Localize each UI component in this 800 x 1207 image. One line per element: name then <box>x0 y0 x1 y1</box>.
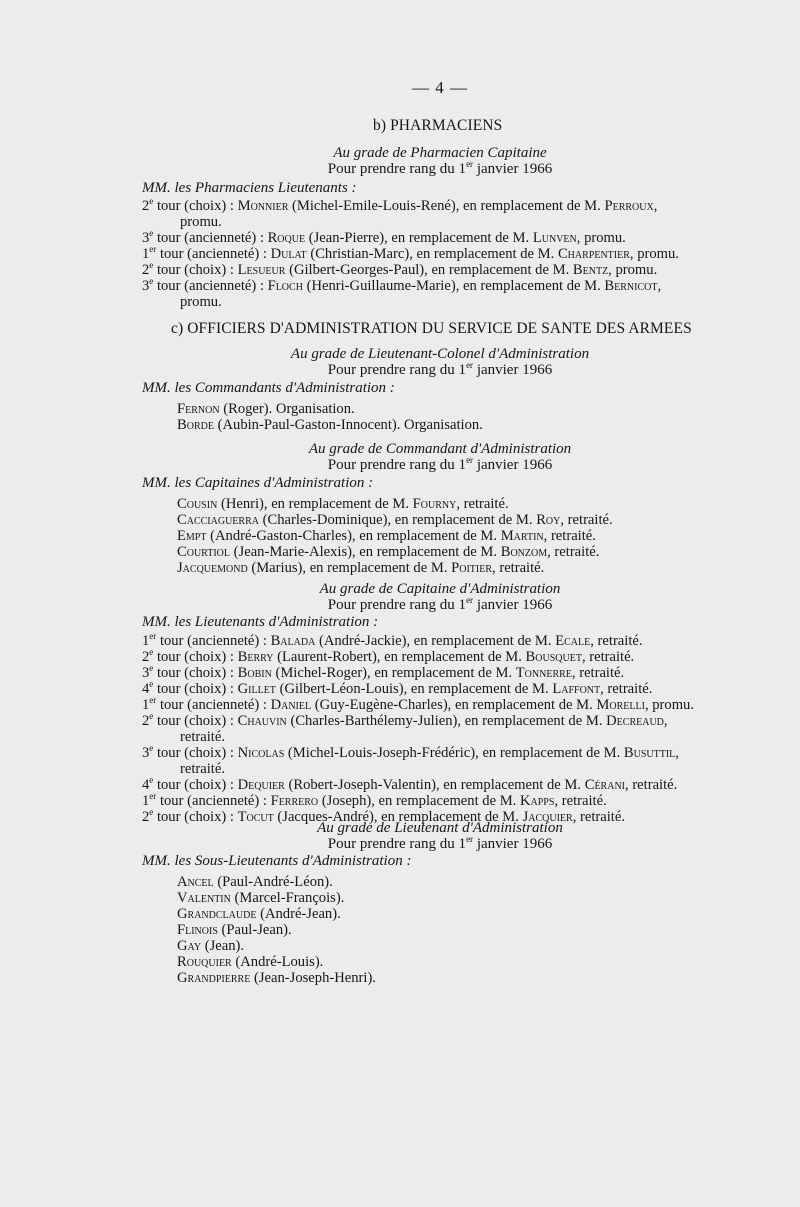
officer-details: (Charles-Barthélemy-Julien), en remplacement de M. <box>290 713 603 729</box>
replaced-name: Bentz <box>572 262 609 278</box>
officer-details: (Jean-Marie-Alexis), en remplacement de M. <box>233 544 498 560</box>
replaced-name: Poitier <box>451 560 493 576</box>
replaced-name: Fourny <box>412 496 457 512</box>
list-item <box>177 922 737 938</box>
replaced-name: Charpentier <box>557 246 630 262</box>
officer-details: (Joseph), en remplacement de M. <box>321 793 517 809</box>
replaced-name: Bousquet <box>525 649 582 665</box>
officer-name: Ferrero <box>270 793 319 809</box>
officer-name: Valentin <box>177 890 231 906</box>
officer-name: Dulat <box>270 246 307 262</box>
officer-details: (Charles-Dominique), en remplacement de M. <box>262 512 533 528</box>
officer-name: Tocut <box>237 809 274 825</box>
officer-details: (Aubin-Paul-Gaston-Innocent). Organisation. <box>217 417 483 433</box>
officer-name: Cousin <box>177 496 218 512</box>
officer-name: Floch <box>267 278 303 294</box>
officer-name: Roque <box>267 230 306 246</box>
rank-date: Pour prendre rang du 1er janvier 1966 <box>327 834 553 852</box>
officer-details: (André-Louis). <box>235 954 324 970</box>
tour-label: 2e tour (choix) : <box>142 647 234 665</box>
tour-label: 3e tour (ancienneté) : <box>142 228 264 246</box>
officer-name: Monnier <box>237 198 289 214</box>
officer-details: (Gilbert-Georges-Paul), en remplacement de M. <box>289 262 570 278</box>
entry-continuation: retraité. <box>180 729 225 745</box>
officer-details: (Jean). <box>204 938 245 954</box>
list-item <box>142 649 742 665</box>
replaced-name: Jacquier <box>522 809 573 825</box>
tour-label: 4e tour (choix) : <box>142 679 234 697</box>
grade-title: Au grade de Lieutenant d'Administration <box>317 820 563 836</box>
replaced-name: Roy <box>536 512 561 528</box>
rank-date: Pour prendre rang du 1er janvier 1966 <box>327 360 553 378</box>
officer-name: Berry <box>237 649 274 665</box>
mm-line-capitaines: MM. les Capitaines d'Administration : <box>142 475 374 491</box>
list-item <box>177 890 737 906</box>
grade-title: Au grade de Pharmacien Capitaine <box>333 145 547 161</box>
replaced-name: Bernicot <box>604 278 658 294</box>
entry-continuation: promu. <box>180 214 222 230</box>
list-item <box>142 665 742 681</box>
grade-title: Au grade de Commandant d'Administration <box>308 441 572 457</box>
section-heading-officiers: c) OFFICIERS D'ADMINISTRATION DU SERVICE DE SANTE DES ARMEES <box>171 320 692 337</box>
page-number: — 4 — <box>412 78 468 97</box>
officer-name: Courtiol <box>177 544 231 560</box>
entry-end: , promu. <box>629 246 679 262</box>
officer-name: Cacciaguerra <box>177 512 259 528</box>
officer-details: (Henri), en remplacement de M. <box>220 496 409 512</box>
mm-line-commandants: MM. les Commandants d'Administration : <box>142 380 395 396</box>
officer-name: Fernon <box>177 401 220 417</box>
list-item <box>177 954 737 970</box>
officer-name: Empt <box>177 528 207 544</box>
replaced-name: Cérani <box>584 777 626 793</box>
lt-colonel-list <box>177 401 737 433</box>
list-item <box>177 417 737 433</box>
tour-label: 3e tour (choix) : <box>142 743 234 761</box>
list-item <box>177 496 737 512</box>
mm-line-sous-lieutenants: MM. les Sous-Lieutenants d'Administration : <box>142 853 412 869</box>
grade-block-capitaine <box>0 581 800 613</box>
officer-name: Grandclaude <box>177 906 257 922</box>
replaced-name: Martin <box>500 528 544 544</box>
list-item <box>142 246 742 262</box>
officer-details: (Jacques-André), en remplacement de M. <box>277 809 519 825</box>
tour-label: 4e tour (choix) : <box>142 775 234 793</box>
list-item <box>142 793 742 809</box>
officer-name: Ancel <box>177 874 214 890</box>
tour-label: 2e tour (choix) : <box>142 807 234 825</box>
tour-label: 2e tour (choix) : <box>142 711 234 729</box>
grade-block-lt-colonel <box>0 346 800 378</box>
list-item <box>177 512 737 528</box>
list-item <box>142 681 742 697</box>
entry-end: , retraité. <box>492 560 545 576</box>
entry-end: , retraité. <box>581 649 635 665</box>
officer-name: Jacquemond <box>177 560 248 576</box>
tour-label: 2e tour (choix) : <box>142 196 234 214</box>
tour-label: 2e tour (choix) : <box>142 260 234 278</box>
officer-name: Borde <box>177 417 214 433</box>
list-item <box>142 713 742 745</box>
officer-name: Balada <box>270 633 316 649</box>
replaced-name: Busuttil <box>623 745 676 761</box>
officer-name: Rouquier <box>177 954 232 970</box>
officer-details: (André-Gaston-Charles), en remplacement de M. <box>210 528 498 544</box>
entry-end: , <box>675 745 679 761</box>
officer-details: (Marcel-François). <box>234 890 345 906</box>
replaced-name: Lunven <box>532 230 577 246</box>
officer-details: (Michel-Emile-Louis-René), en remplacement de M. <box>292 198 601 214</box>
replaced-name: Perroux <box>604 198 654 214</box>
officer-details: (Henri-Guillaume-Marie), en remplacement de M. <box>306 278 601 294</box>
entry-end: , retraité. <box>625 777 678 793</box>
officer-name: Nicolas <box>237 745 285 761</box>
officer-details: (Christian-Marc), en remplacement de M. <box>310 246 555 262</box>
tour-label: 3e tour (ancienneté) : <box>142 276 264 294</box>
rank-date: Pour prendre rang du 1er janvier 1966 <box>327 595 553 613</box>
list-item <box>177 874 737 890</box>
officer-details: (Roger). Organisation. <box>223 401 355 417</box>
entry-end: , promu. <box>576 230 626 246</box>
entry-end: , retraité. <box>590 633 643 649</box>
list-item <box>142 633 742 649</box>
officer-details: (Laurent-Robert), en remplacement de M. <box>277 649 522 665</box>
officer-details: (Paul-André-Léon). <box>217 874 333 890</box>
tour-label: 3e tour (choix) : <box>142 663 234 681</box>
tour-label: 1er tour (ancienneté) : <box>142 631 267 649</box>
grade-block-pharmacien-capitaine <box>0 145 800 177</box>
officer-details: (Guy-Eugène-Charles), en remplacement de M. <box>314 697 593 713</box>
officer-name: Bobin <box>237 665 272 681</box>
replaced-name: Bonzom <box>500 544 548 560</box>
entry-end: , retraité. <box>560 512 613 528</box>
rank-date: Pour prendre rang du 1er janvier 1966 <box>327 455 553 473</box>
grade-title: Au grade de Lieutenant-Colonel d'Administration <box>290 346 590 362</box>
grade-block-commandant <box>0 441 800 473</box>
list-item <box>177 544 737 560</box>
list-item <box>177 970 737 986</box>
entry-end: , <box>657 278 662 294</box>
list-item <box>142 745 742 777</box>
tour-label: 1er tour (ancienneté) : <box>142 695 267 713</box>
entry-end: , retraité. <box>547 544 600 560</box>
entry-end: , <box>653 198 658 214</box>
capitaine-list <box>142 633 742 825</box>
entry-end: , retraité. <box>571 665 625 681</box>
entry-end: , retraité. <box>543 528 596 544</box>
list-item <box>177 528 737 544</box>
mm-line-lieutenants: MM. les Lieutenants d'Administration : <box>142 614 379 630</box>
list-item <box>177 906 737 922</box>
officer-details: (André-Jackie), en remplacement de M. <box>318 633 552 649</box>
officer-details: (André-Jean). <box>260 906 341 922</box>
lieutenant-list <box>177 874 737 986</box>
grade-title: Au grade de Capitaine d'Administration <box>319 581 561 597</box>
list-item <box>142 777 742 793</box>
section-heading-pharmaciens: b) PHARMACIENS <box>373 117 503 134</box>
list-item <box>142 262 742 278</box>
list-item <box>177 938 737 954</box>
officer-details: (Robert-Joseph-Valentin), en remplacement de M. <box>288 777 582 793</box>
officer-details: (Jean-Pierre), en remplacement de M. <box>308 230 530 246</box>
list-item <box>177 401 737 417</box>
list-item <box>142 198 742 230</box>
list-item <box>142 697 742 713</box>
entry-end: , retraité. <box>572 809 625 825</box>
replaced-name: Ecale <box>555 633 591 649</box>
officer-name: Gay <box>177 938 202 954</box>
officer-name: Grandpierre <box>177 970 251 986</box>
list-item <box>142 230 742 246</box>
officer-name: Gillet <box>237 681 276 697</box>
entry-end: , retraité. <box>600 681 653 697</box>
tour-label: 1er tour (ancienneté) : <box>142 244 267 262</box>
replaced-name: Decreaud <box>606 713 664 729</box>
entry-end: , promu. <box>608 262 658 278</box>
pharmaciens-list <box>142 198 742 310</box>
tour-label: 1er tour (ancienneté) : <box>142 791 267 809</box>
entry-continuation: retraité. <box>180 761 225 777</box>
officer-details: (Paul-Jean). <box>221 922 292 938</box>
officer-details: (Gilbert-Léon-Louis), en remplacement de M. <box>279 681 549 697</box>
officer-details: (Michel-Roger), en remplacement de M. <box>275 665 513 681</box>
entry-end: , retraité. <box>554 793 607 809</box>
officer-name: Chauvin <box>237 713 287 729</box>
officer-details: (Jean-Joseph-Henri). <box>253 970 376 986</box>
list-item <box>177 560 737 576</box>
mm-line-pharmaciens: MM. les Pharmaciens Lieutenants : <box>142 180 357 196</box>
entry-end: , retraité. <box>456 496 509 512</box>
officer-name: Dequier <box>237 777 285 793</box>
officer-name: Daniel <box>270 697 312 713</box>
replaced-name: Kapps <box>519 793 555 809</box>
entry-end: , promu. <box>644 697 694 713</box>
officer-details: (Michel-Louis-Joseph-Frédéric), en remplacement de M. <box>287 745 621 761</box>
replaced-name: Tonnerre <box>515 665 572 681</box>
commandant-list <box>177 496 737 576</box>
entry-end: , <box>663 713 668 729</box>
officer-name: Flinois <box>177 922 218 938</box>
entry-continuation: promu. <box>180 294 222 310</box>
officer-name: Lesueur <box>237 262 286 278</box>
list-item <box>142 278 742 310</box>
replaced-name: Morelli <box>596 697 645 713</box>
officer-details: (Marius), en remplacement de M. <box>251 560 448 576</box>
rank-date: Pour prendre rang du 1er janvier 1966 <box>327 159 553 177</box>
replaced-name: Laffont <box>552 681 601 697</box>
grade-block-lieutenant <box>0 820 800 852</box>
